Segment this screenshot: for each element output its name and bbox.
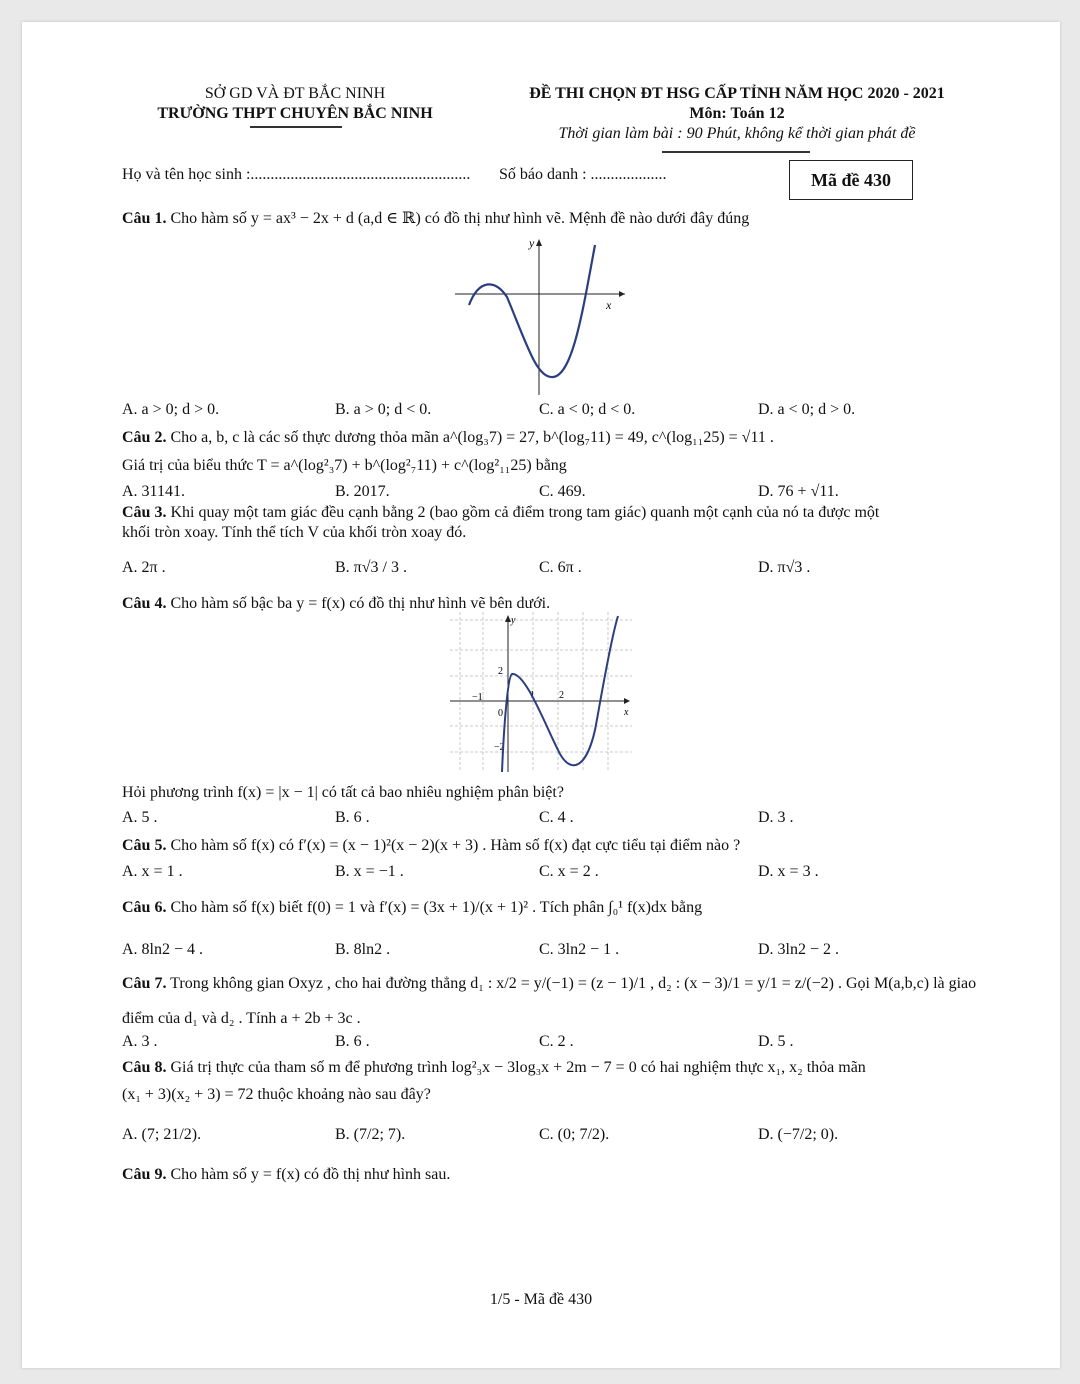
question-6-option-a: A. 8ln2 − 4 . xyxy=(122,941,204,958)
question-2-text: Cho a, b, c là các số thực dương thỏa mãn a^(log₃7) = 27, b^(log₇11) = 49, c^(log₁₁25) = √11 . xyxy=(170,429,774,446)
student-name-label: Họ và tên học sinh :....................................................... xyxy=(122,166,471,183)
school-name: TRƯỜNG THPT CHUYÊN BẮC NINH xyxy=(157,105,433,122)
page-footer: 1/5 - Mã đề 430 xyxy=(489,1291,593,1308)
question-2 xyxy=(122,428,774,448)
question-6-option-b: B. 8ln2 . xyxy=(335,941,391,958)
question-8-option-b: B. (7/2; 7). xyxy=(335,1126,406,1143)
question-3-option-c: C. 6π . xyxy=(539,559,582,576)
question-1 xyxy=(122,209,749,229)
department-name: SỞ GD VÀ ĐT BẮC NINH xyxy=(204,85,386,102)
question-5-option-a: A. x = 1 . xyxy=(122,863,183,880)
question-4-option-b: B. 6 . xyxy=(335,809,370,826)
question-7-option-a: A. 3 . xyxy=(122,1033,158,1050)
question-7-option-c: C. 2 . xyxy=(539,1033,574,1050)
question-7-text-2: điểm của d₁ và d₂ . Tính a + 2b + 3c . xyxy=(122,1010,361,1027)
question-8-option-c: C. (0; 7/2). xyxy=(539,1126,610,1143)
question-5-option-d: D. x = 3 . xyxy=(758,863,819,880)
question-4-label: Câu 4. xyxy=(122,595,167,612)
time-limit: Thời gian làm bài : 90 Phút, không kể thời gian phát đề xyxy=(558,125,916,142)
question-3-text-2: khối tròn xoay. Tính thể tích V của khối tròn xoay đó. xyxy=(122,524,467,541)
question-8-option-d: D. (−7/2; 0). xyxy=(758,1126,839,1143)
question-3-option-d: D. π√3 . xyxy=(758,559,811,576)
question-7-option-b: B. 6 . xyxy=(335,1033,370,1050)
question-2-option-c: C. 469. xyxy=(539,483,586,500)
question-4 xyxy=(122,594,550,614)
graph2-x-arrow xyxy=(624,698,630,704)
graph1-curve xyxy=(469,245,595,377)
question-1-label: Câu 1. xyxy=(122,210,167,227)
question-3-text: Khi quay một tam giác đều cạnh bằng 2 (bao gồm cả điểm trong tam giác) quanh một cạnh của nó ta được một xyxy=(170,504,880,521)
question-1-option-c: C. a < 0; d < 0. xyxy=(539,401,636,418)
graph2-y-label: y xyxy=(511,615,516,626)
graph2-x-label: x xyxy=(624,707,629,718)
question-6-option-c: C. 3ln2 − 1 . xyxy=(539,941,620,958)
question-4-option-d: D. 3 . xyxy=(758,809,794,826)
question-4-option-a: A. 5 . xyxy=(122,809,158,826)
question-9-text: Cho hàm số y = f(x) có đồ thị như hình sau. xyxy=(170,1166,451,1183)
question-9-label: Câu 9. xyxy=(122,1166,167,1183)
graph1-y-label: y xyxy=(529,236,535,250)
question-1-graph xyxy=(455,235,635,395)
question-5-text: Cho hàm số f(x) có f′(x) = (x − 1)²(x − 2)(x + 3) . Hàm số f(x) đạt cực tiểu tại điểm nào ? xyxy=(170,837,741,854)
question-1-option-b: B. a > 0; d < 0. xyxy=(335,401,432,418)
question-7-text: Trong không gian Oxyz , cho hai đường thẳng d₁ : x/2 = y/(−1) = (z − 1)/1 , d₂ : (x − 3)/1 = y/1 = z/(−2) . Gọi M(a,b,c) là giao xyxy=(170,975,977,992)
question-1-text: Cho hàm số y = ax³ − 2x + d (a,d ∈ ℝ) có đồ thị như hình vẽ. Mệnh đề nào dưới đây đúng xyxy=(170,210,750,227)
question-8 xyxy=(122,1058,866,1078)
question-3-option-a: A. 2π . xyxy=(122,559,166,576)
graph1-x-label: x xyxy=(606,298,612,312)
graph1-y-arrow xyxy=(536,239,542,246)
graph1-x-arrow xyxy=(619,291,625,297)
question-4-text: Cho hàm số bậc ba y = f(x) có đồ thị như hình vẽ bên dưới. xyxy=(170,595,551,612)
question-8-text: Giá trị thực của tham số m để phương trình log²₃x − 3log₃x + 2m − 7 = 0 có hai nghiệm thực x₁, x₂ thỏa mãn xyxy=(170,1059,866,1076)
question-6-text: Cho hàm số f(x) biết f(0) = 1 và f′(x) = (3x + 1)/(x + 1)² . Tích phân ∫₀¹ f(x)dx bằng xyxy=(170,899,703,916)
header-underline-right xyxy=(662,151,810,153)
graph2-tick-x-1: 1 xyxy=(530,690,535,701)
question-5-option-b: B. x = −1 . xyxy=(335,863,404,880)
question-6-label: Câu 6. xyxy=(122,899,167,916)
question-7 xyxy=(122,974,976,994)
question-2-option-a: A. 31141. xyxy=(122,483,185,500)
question-5-option-c: C. x = 2 . xyxy=(539,863,599,880)
exam-title: ĐỀ THI CHỌN ĐT HSG CẤP TỈNH NĂM HỌC 2020 - 2021 xyxy=(529,85,945,102)
student-id-label: Số báo danh : ................... xyxy=(499,166,667,183)
question-4-option-c: C. 4 . xyxy=(539,809,574,826)
question-5-label: Câu 5. xyxy=(122,837,167,854)
question-7-option-d: D. 5 . xyxy=(758,1033,794,1050)
question-6 xyxy=(122,898,702,918)
question-1-option-a: A. a > 0; d > 0. xyxy=(122,401,220,418)
question-2-option-d: D. 76 + √11. xyxy=(758,483,839,500)
question-8-text-2: (x₁ + 3)(x₂ + 3) = 72 thuộc khoảng nào sau đây? xyxy=(122,1086,431,1103)
question-3-option-b: B. π√3 / 3 . xyxy=(335,559,407,576)
graph2-tick-x-neg1: −1 xyxy=(472,692,483,703)
question-1-option-d: D. a < 0; d > 0. xyxy=(758,401,856,418)
question-4-graph xyxy=(450,612,632,772)
graph2-tick-x-2: 2 xyxy=(559,690,564,701)
exam-page xyxy=(22,22,1060,1368)
question-7-label: Câu 7. xyxy=(122,975,167,992)
question-3-label: Câu 3. xyxy=(122,504,167,521)
question-9 xyxy=(122,1165,450,1185)
exam-code: Mã đề 430 xyxy=(811,169,891,190)
question-2-label: Câu 2. xyxy=(122,429,167,446)
question-5 xyxy=(122,836,740,856)
question-2-option-b: B. 2017. xyxy=(335,483,390,500)
question-3 xyxy=(122,503,879,523)
graph2-tick-origin: 0 xyxy=(498,708,503,719)
question-8-option-a: A. (7; 21/2). xyxy=(122,1126,202,1143)
graph2-tick-y-2: 2 xyxy=(498,666,503,677)
subject: Môn: Toán 12 xyxy=(689,105,785,122)
question-4-text-2: Hỏi phương trình f(x) = |x − 1| có tất cả bao nhiêu nghiệm phân biệt? xyxy=(122,784,564,801)
graph2-tick-y-neg2: −2 xyxy=(494,742,505,753)
question-2-text-2: Giá trị của biểu thức T = a^(log²₃7) + b^(log²₇11) + c^(log²₁₁25) bằng xyxy=(122,457,567,474)
header-underline-left xyxy=(250,126,342,128)
exam-code-box xyxy=(789,160,913,200)
question-6-option-d: D. 3ln2 − 2 . xyxy=(758,941,840,958)
question-8-label: Câu 8. xyxy=(122,1059,167,1076)
